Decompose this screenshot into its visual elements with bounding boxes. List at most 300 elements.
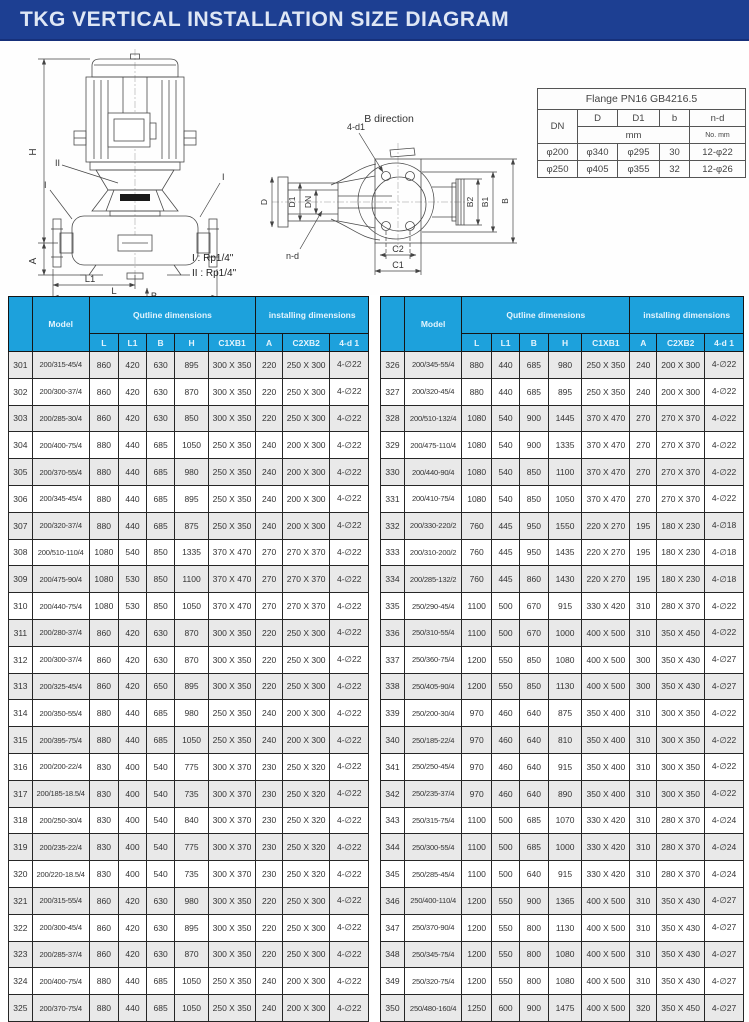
dim-cell: 800 [520, 968, 549, 995]
dim-cell: 445 [492, 539, 520, 566]
dim-cell: 760 [462, 539, 492, 566]
dim-cell: 200 X 300 [282, 459, 330, 486]
dim-cell: 685 [520, 834, 549, 861]
dim-cell: 4-∅22 [705, 378, 744, 405]
dim-cell: 280 X 370 [657, 834, 705, 861]
dim-cell: 300 X 370 [208, 780, 256, 807]
model-cell: 200/345-55/4 [404, 352, 461, 379]
dim-label-l1: L1 [84, 274, 96, 285]
dim-cell: 370 X 470 [582, 485, 630, 512]
dim-cell: 530 [119, 593, 147, 620]
dim-cell: 640 [520, 780, 549, 807]
dim-cell: 870 [175, 378, 208, 405]
dim-cell: 310 [630, 593, 657, 620]
dim-cell: 270 X 370 [282, 539, 330, 566]
dim-cell: 420 [119, 941, 147, 968]
dim-cell: 240 [256, 485, 283, 512]
dim-cell: 300 X 350 [208, 914, 256, 941]
model-cell: 250/480-160/4 [404, 995, 461, 1022]
row-number-cell: 331 [381, 485, 405, 512]
dim-cell: 240 [630, 378, 657, 405]
row-number-cell: 326 [381, 352, 405, 379]
dim-cell: 900 [520, 432, 549, 459]
dim-cell: 1430 [548, 566, 582, 593]
dim-cell: 895 [175, 914, 208, 941]
dim-cell: 4-∅22 [330, 700, 369, 727]
dim-label-h: H [28, 148, 39, 156]
dim-cell: 4-∅22 [705, 593, 744, 620]
dim-cell: 400 X 500 [582, 887, 630, 914]
dim-cell: 250 X 300 [282, 619, 330, 646]
dim-cell: 250 X 320 [282, 861, 330, 888]
dim-cell: 300 X 350 [208, 352, 256, 379]
dim-cell: 270 X 370 [657, 432, 705, 459]
dim-cell: 540 [146, 753, 174, 780]
dim-cell: 685 [146, 727, 174, 754]
flange-cell: 12-φ22 [690, 144, 746, 161]
row-number-cell: 315 [9, 727, 33, 754]
dim-cell: 1080 [89, 539, 119, 566]
dim-cell: 1200 [462, 646, 492, 673]
dim-cell: 270 [256, 593, 283, 620]
dim-cell: 1365 [548, 887, 582, 914]
b-direction-view-drawing [256, 89, 531, 289]
row-number-cell: 313 [9, 673, 33, 700]
dim-cell: 310 [630, 861, 657, 888]
table-row [9, 539, 369, 566]
dim-cell: 460 [492, 753, 520, 780]
dim-cell: 280 X 370 [657, 807, 705, 834]
table-row [9, 887, 369, 914]
dim-cell: 540 [146, 834, 174, 861]
dim-cell: 310 [630, 727, 657, 754]
dim-cell: 500 [492, 861, 520, 888]
model-cell: 200/395-75/4 [32, 727, 89, 754]
dim-cell: 300 [630, 673, 657, 700]
table-row [381, 459, 744, 486]
col-a: A [256, 334, 283, 352]
dim-cell: 310 [630, 807, 657, 834]
dim-cell: 200 X 300 [282, 968, 330, 995]
dim-cell: 250 X 350 [208, 432, 256, 459]
dim-cell: 1200 [462, 673, 492, 700]
row-number-cell: 327 [381, 378, 405, 405]
dim-cell: 300 X 350 [657, 727, 705, 754]
model-cell: 200/235-22/4 [32, 834, 89, 861]
dim-cell: 300 [630, 646, 657, 673]
dim-cell: 630 [146, 378, 174, 405]
dim-cell: 540 [119, 539, 147, 566]
dim-cell: 250 X 300 [282, 646, 330, 673]
dim-cell: 550 [492, 914, 520, 941]
dim-cell: 830 [89, 753, 119, 780]
model-cell: 200/400-75/4 [32, 432, 89, 459]
dim-cell: 270 X 370 [282, 593, 330, 620]
col-h: H [175, 334, 208, 352]
model-cell: 200/250-30/4 [32, 807, 89, 834]
dim-cell: 280 X 370 [657, 861, 705, 888]
dim-cell: 300 X 370 [208, 861, 256, 888]
dim-cell: 970 [462, 753, 492, 780]
flange-col-d1: D1 [618, 110, 660, 127]
dim-cell: 1070 [548, 807, 582, 834]
dim-cell: 980 [175, 700, 208, 727]
dim-cell: 4-∅22 [705, 619, 744, 646]
dim-cell: 4-∅27 [705, 941, 744, 968]
dim-cell: 400 X 500 [582, 619, 630, 646]
dim-cell: 250 X 350 [208, 995, 256, 1022]
dim-cell: 1445 [548, 405, 582, 432]
dim-cell: 970 [462, 700, 492, 727]
flange-cell: φ295 [618, 144, 660, 161]
flange-col-dn: DN [538, 110, 578, 144]
row-number-cell: 311 [9, 619, 33, 646]
dim-cell: 950 [520, 512, 549, 539]
dim-cell: 400 [119, 834, 147, 861]
model-cell: 200/440-75/4 [32, 593, 89, 620]
dim-cell: 250 X 300 [282, 352, 330, 379]
flange-cell: 32 [660, 161, 690, 178]
dim-cell: 250 X 300 [282, 887, 330, 914]
dim-cell: 840 [175, 807, 208, 834]
dim-cell: 500 [492, 807, 520, 834]
row-number-cell: 301 [9, 352, 33, 379]
dim-cell: 850 [146, 539, 174, 566]
dim-cell: 270 [630, 459, 657, 486]
dim-cell: 400 X 500 [582, 941, 630, 968]
dim-cell: 200 X 300 [282, 485, 330, 512]
model-cell: 250/345-75/4 [404, 941, 461, 968]
dim-cell: 300 X 350 [208, 887, 256, 914]
dim-cell: 350 X 450 [657, 995, 705, 1022]
table-row [9, 727, 369, 754]
dim-cell: 860 [89, 378, 119, 405]
row-number-cell: 340 [381, 727, 405, 754]
flange-cell: φ200 [538, 144, 578, 161]
dim-cell: 860 [89, 352, 119, 379]
dim-cell: 735 [175, 780, 208, 807]
dim-cell: 400 X 500 [582, 646, 630, 673]
dim-cell: 860 [89, 914, 119, 941]
dim-cell: 4-∅27 [705, 673, 744, 700]
dim-cell: 200 X 300 [282, 995, 330, 1022]
dim-cell: 420 [119, 646, 147, 673]
dim-label-b2: B2 [465, 196, 475, 208]
dim-cell: 1100 [462, 619, 492, 646]
dim-cell: 350 X 430 [657, 941, 705, 968]
dim-cell: 250 X 350 [208, 459, 256, 486]
table-row [9, 405, 369, 432]
dim-cell: 370 X 470 [582, 432, 630, 459]
row-number-cell: 346 [381, 887, 405, 914]
dim-cell: 1100 [462, 861, 492, 888]
dim-cell: 1050 [175, 968, 208, 995]
dim-cell: 600 [492, 995, 520, 1022]
flange-cell: φ355 [618, 161, 660, 178]
dim-cell: 440 [119, 512, 147, 539]
model-cell: 200/370-55/4 [32, 459, 89, 486]
dim-cell: 1080 [548, 646, 582, 673]
row-number-cell: 319 [9, 834, 33, 861]
dim-cell: 970 [462, 727, 492, 754]
flange-cell: 30 [660, 144, 690, 161]
row-number-cell: 310 [9, 593, 33, 620]
dim-label-bb: B [500, 198, 510, 204]
dim-cell: 1200 [462, 968, 492, 995]
dim-cell: 4-∅22 [705, 485, 744, 512]
dim-cell: 4-∅18 [705, 539, 744, 566]
dim-cell: 630 [146, 405, 174, 432]
dim-cell: 760 [462, 512, 492, 539]
dim-cell: 310 [630, 700, 657, 727]
row-number-cell: 302 [9, 378, 33, 405]
dim-cell: 220 X 270 [582, 539, 630, 566]
table-row [381, 539, 744, 566]
dim-cell: 880 [89, 485, 119, 512]
table-row [381, 352, 744, 379]
model-cell: 200/475-110/4 [404, 432, 461, 459]
row-number-cell: 344 [381, 834, 405, 861]
col-a: A [630, 334, 657, 352]
dim-cell: 370 X 470 [582, 405, 630, 432]
dim-cell: 250 X 300 [282, 405, 330, 432]
dim-cell: 4-∅24 [705, 861, 744, 888]
dim-cell: 685 [146, 459, 174, 486]
dim-label-b1: B1 [480, 196, 490, 208]
model-cell: 200/510-132/4 [404, 405, 461, 432]
flange-col-b: b [660, 110, 690, 127]
dim-cell: 250 X 350 [208, 485, 256, 512]
dim-cell: 850 [146, 566, 174, 593]
dim-cell: 440 [119, 432, 147, 459]
dim-cell: 300 X 350 [657, 753, 705, 780]
dim-cell: 540 [492, 405, 520, 432]
col-l1: L1 [492, 334, 520, 352]
model-cell: 200/510-110/4 [32, 539, 89, 566]
dim-cell: 240 [630, 352, 657, 379]
model-cell: 200/410-75/4 [404, 485, 461, 512]
dim-cell: 350 X 400 [582, 700, 630, 727]
dim-cell: 870 [175, 646, 208, 673]
dim-cell: 830 [89, 780, 119, 807]
dim-cell: 860 [89, 619, 119, 646]
dim-cell: 900 [520, 995, 549, 1022]
dim-cell: 4-∅22 [330, 861, 369, 888]
dim-cell: 860 [89, 673, 119, 700]
table-row [381, 941, 744, 968]
dim-cell: 1080 [462, 405, 492, 432]
row-number-cell: 328 [381, 405, 405, 432]
model-cell: 200/320-37/4 [32, 512, 89, 539]
table-row [381, 727, 744, 754]
dim-cell: 300 X 350 [208, 941, 256, 968]
dim-cell: 4-∅22 [330, 432, 369, 459]
dim-cell: 880 [89, 968, 119, 995]
dim-cell: 1475 [548, 995, 582, 1022]
table-row [381, 432, 744, 459]
model-cell: 200/200-22/4 [32, 753, 89, 780]
dim-cell: 240 [256, 459, 283, 486]
dim-cell: 630 [146, 941, 174, 968]
dim-cell: 670 [520, 593, 549, 620]
dimension-table-left [8, 296, 369, 1022]
dim-cell: 200 X 300 [657, 352, 705, 379]
flange-unit-mm: mm [578, 127, 690, 144]
dim-cell: 270 X 370 [657, 459, 705, 486]
dim-cell: 540 [146, 861, 174, 888]
dim-cell: 180 X 230 [657, 512, 705, 539]
table-row [9, 593, 369, 620]
dim-cell: 230 [256, 861, 283, 888]
dim-cell: 860 [89, 646, 119, 673]
dim-cell: 4-∅22 [330, 968, 369, 995]
dim-cell: 1050 [548, 485, 582, 512]
row-number-cell: 309 [9, 566, 33, 593]
dim-cell: 420 [119, 887, 147, 914]
dim-cell: 4-∅22 [330, 941, 369, 968]
dim-cell: 685 [146, 700, 174, 727]
dim-cell: 420 [119, 914, 147, 941]
dim-cell: 775 [175, 753, 208, 780]
dim-cell: 440 [119, 995, 147, 1022]
dim-cell: 4-∅22 [330, 378, 369, 405]
dim-cell: 310 [630, 834, 657, 861]
table-row [381, 619, 744, 646]
row-number-cell: 321 [9, 887, 33, 914]
dim-cell: 1100 [462, 834, 492, 861]
dim-cell: 1080 [462, 432, 492, 459]
model-cell: 200/440-90/4 [404, 459, 461, 486]
dim-cell: 320 [630, 995, 657, 1022]
model-cell: 200/315-45/4 [32, 352, 89, 379]
dim-cell: 300 X 350 [657, 700, 705, 727]
dim-cell: 4-∅22 [330, 619, 369, 646]
dim-cell: 1100 [175, 566, 208, 593]
model-cell: 250/370-90/4 [404, 914, 461, 941]
dim-cell: 4-∅22 [705, 405, 744, 432]
model-cell: 200/330-220/2 [404, 512, 461, 539]
model-cell: 200/300-37/4 [32, 378, 89, 405]
model-cell: 200/300-45/4 [32, 914, 89, 941]
dim-cell: 300 X 350 [657, 780, 705, 807]
dim-cell: 280 X 370 [657, 593, 705, 620]
table-row [9, 619, 369, 646]
dim-cell: 1435 [548, 539, 582, 566]
model-cell: 200/400-75/4 [32, 968, 89, 995]
model-cell: 200/350-55/4 [32, 700, 89, 727]
model-cell: 200/325-45/4 [32, 673, 89, 700]
model-cell: 250/320-75/4 [404, 968, 461, 995]
dim-cell: 350 X 430 [657, 887, 705, 914]
model-cell: 200/285-37/4 [32, 941, 89, 968]
dim-cell: 1080 [462, 485, 492, 512]
dim-cell: 270 X 370 [282, 566, 330, 593]
dim-cell: 1080 [548, 941, 582, 968]
row-number-cell: 320 [9, 861, 33, 888]
table-row [381, 378, 744, 405]
dim-cell: 1130 [548, 673, 582, 700]
model-cell: 200/185-18.5/4 [32, 780, 89, 807]
model-cell: 200/280-37/4 [32, 619, 89, 646]
dim-cell: 350 X 430 [657, 673, 705, 700]
dim-cell: 970 [462, 780, 492, 807]
dim-cell: 195 [630, 566, 657, 593]
row-number-cell: 307 [9, 512, 33, 539]
dim-cell: 220 [256, 673, 283, 700]
dim-cell: 220 [256, 914, 283, 941]
dim-label-d: D [259, 198, 269, 206]
dim-cell: 550 [492, 646, 520, 673]
dim-cell: 1100 [462, 807, 492, 834]
page-title: TKG VERTICAL INSTALLATION SIZE DIAGRAM [20, 8, 510, 31]
table-row [538, 161, 746, 178]
dim-cell: 200 X 300 [282, 512, 330, 539]
model-cell: 250/405-90/4 [404, 673, 461, 700]
dim-cell: 250 X 350 [208, 727, 256, 754]
dim-cell: 915 [548, 593, 582, 620]
dim-cell: 220 [256, 405, 283, 432]
dim-cell: 200 X 300 [282, 432, 330, 459]
table-row [9, 753, 369, 780]
dim-cell: 850 [520, 485, 549, 512]
dim-cell: 4-∅22 [705, 700, 744, 727]
dim-cell: 270 [630, 405, 657, 432]
group-outline: Qutline dimensions [89, 297, 256, 334]
row-number-cell: 334 [381, 566, 405, 593]
dim-cell: 1080 [462, 459, 492, 486]
dim-cell: 440 [119, 968, 147, 995]
dim-cell: 4-∅22 [330, 593, 369, 620]
dim-cell: 870 [175, 941, 208, 968]
dim-cell: 445 [492, 512, 520, 539]
dim-cell: 200 X 300 [282, 727, 330, 754]
dim-cell: 540 [492, 432, 520, 459]
dim-cell: 420 [119, 673, 147, 700]
dim-cell: 630 [146, 619, 174, 646]
dim-cell: 4-∅24 [705, 807, 744, 834]
dim-cell: 350 X 450 [657, 619, 705, 646]
table-row [381, 861, 744, 888]
table-row [381, 485, 744, 512]
dimension-table-right [380, 296, 744, 1022]
model-cell: 250/310-55/4 [404, 619, 461, 646]
row-number-cell: 345 [381, 861, 405, 888]
dim-cell: 4-∅22 [705, 459, 744, 486]
dim-cell: 860 [89, 405, 119, 432]
dim-cell: 4-∅22 [330, 727, 369, 754]
dim-cell: 300 X 370 [208, 753, 256, 780]
row-number-cell: 342 [381, 780, 405, 807]
dim-cell: 735 [175, 861, 208, 888]
dim-cell: 1200 [462, 914, 492, 941]
col-index [9, 297, 33, 352]
dim-cell: 240 [256, 700, 283, 727]
dim-cell: 220 [256, 619, 283, 646]
dim-cell: 370 X 470 [208, 593, 256, 620]
section-label-i-left: I [44, 180, 47, 190]
dim-cell: 800 [520, 914, 549, 941]
dim-cell: 195 [630, 539, 657, 566]
dim-cell: 880 [89, 512, 119, 539]
dim-cell: 300 X 350 [208, 619, 256, 646]
row-number-cell: 304 [9, 432, 33, 459]
model-cell: 200/285-132/2 [404, 566, 461, 593]
row-number-cell: 317 [9, 780, 33, 807]
dim-cell: 250 X 320 [282, 807, 330, 834]
dim-cell: 445 [492, 566, 520, 593]
row-number-cell: 348 [381, 941, 405, 968]
dim-cell: 220 [256, 941, 283, 968]
